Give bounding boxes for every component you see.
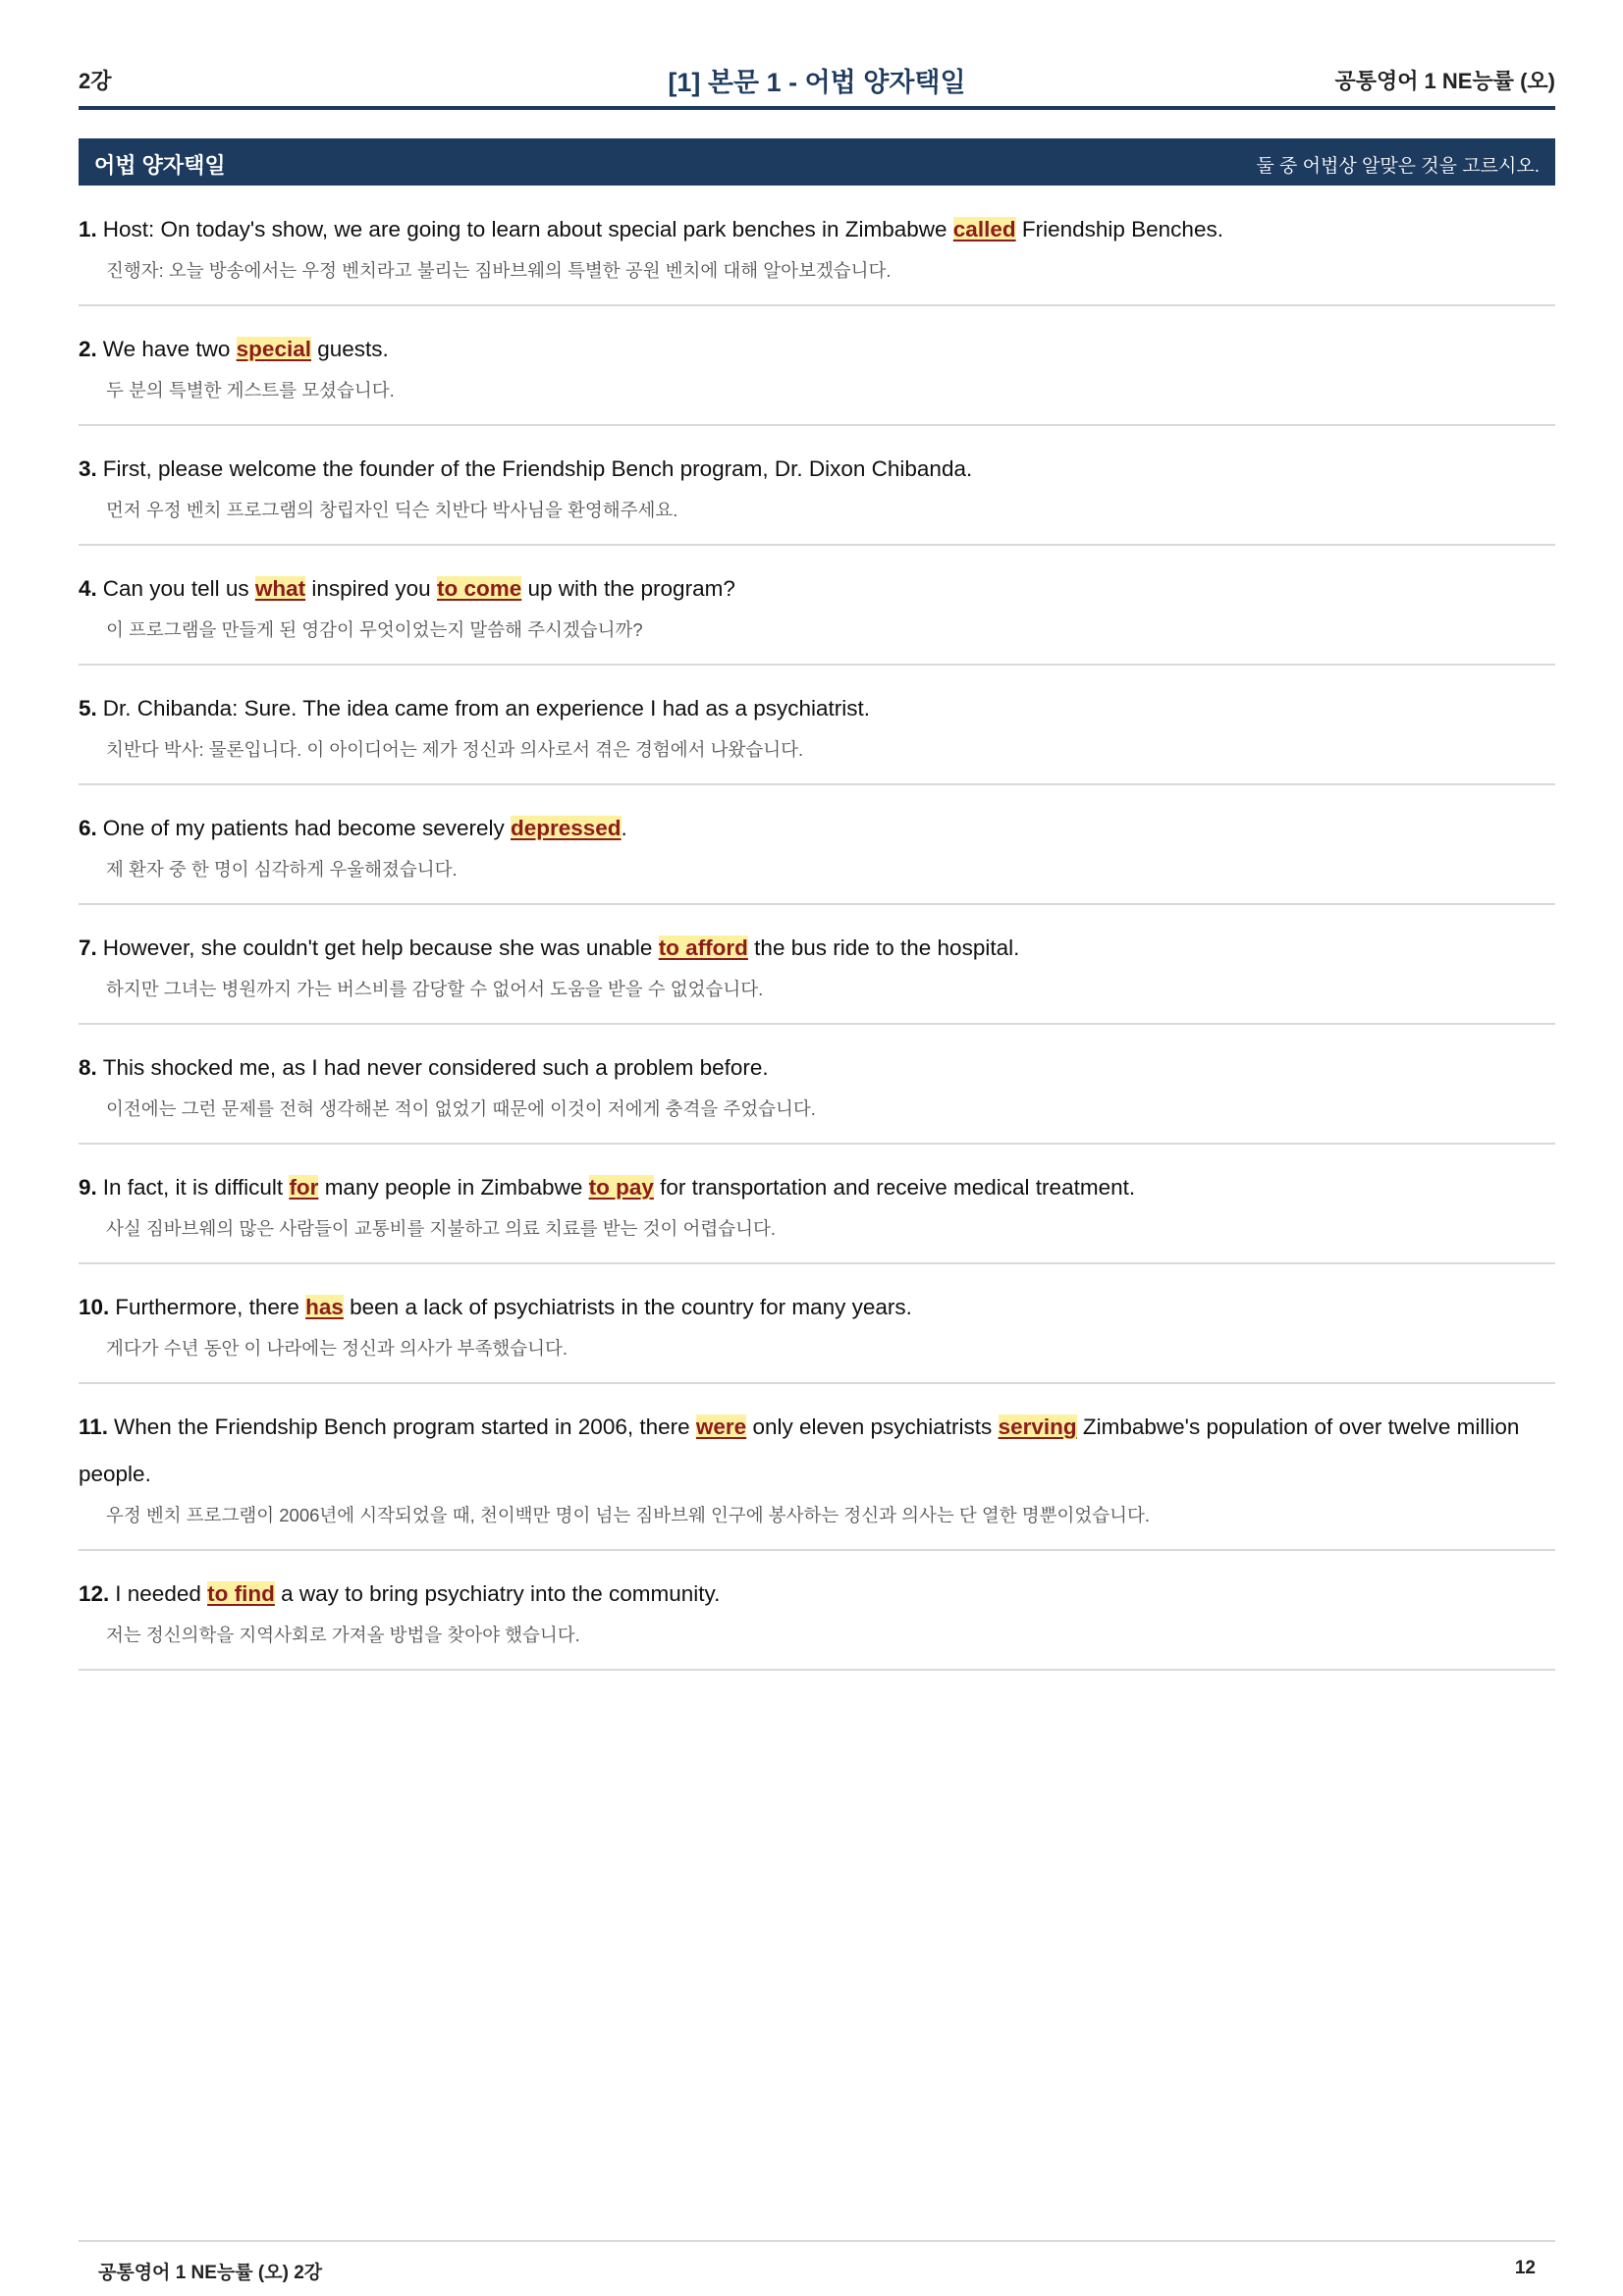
grammar-choice: called xyxy=(952,217,1016,241)
lesson-label: 2강 xyxy=(79,69,112,93)
korean-translation: 제 환자 중 한 명이 심각하게 우울해졌습니다. xyxy=(106,859,458,880)
sentence-text: many people in Zimbabwe xyxy=(318,1175,589,1200)
korean-translation: 하지만 그녀는 병원까지 가는 버스비를 감당할 수 없어서 도움을 받을 수 없었습니다. xyxy=(106,979,764,999)
question-item xyxy=(79,905,1555,1025)
grammar-choice: for xyxy=(289,1175,319,1200)
grammar-choice: to come xyxy=(436,576,522,601)
english-sentence xyxy=(79,805,1555,852)
sentence-text: Furthermore, there xyxy=(115,1295,306,1319)
question-number: 4. xyxy=(79,576,97,601)
question-number: 8. xyxy=(79,1055,97,1080)
english-sentence xyxy=(79,1164,1555,1211)
sentence-text: . xyxy=(621,816,627,840)
english-sentence xyxy=(79,1044,1555,1092)
question-item xyxy=(79,546,1555,666)
english-sentence xyxy=(79,1284,1555,1331)
page-header xyxy=(79,61,1555,110)
question-number: 2. xyxy=(79,337,97,361)
grammar-choice: to afford xyxy=(658,935,748,960)
question-item xyxy=(79,1025,1555,1145)
sentence-text: Can you tell us xyxy=(102,576,255,601)
sentence-text: Zimbabwe's population of over twelve million people. xyxy=(79,1415,1520,1486)
english-sentence xyxy=(79,326,1555,373)
question-number: 9. xyxy=(79,1175,97,1200)
korean-translation: 우정 벤치 프로그램이 2006년에 시작되었을 때, 천이백만 명이 넘는 짐바브웨 인구에 봉사하는 정신과 의사는 단 열한 명뿐이었습니다. xyxy=(106,1505,1150,1525)
question-item xyxy=(79,426,1555,546)
korean-translation: 먼저 우정 벤치 프로그램의 창립자인 딕슨 치반다 박사님을 환영해주세요. xyxy=(106,500,678,520)
korean-translation: 치반다 박사: 물론입니다. 이 아이디어는 제가 정신과 의사로서 겪은 경험에서 나왔습니다. xyxy=(106,739,804,760)
grammar-choice: to pay xyxy=(588,1175,654,1200)
question-item xyxy=(79,1384,1555,1551)
sentence-text: One of my patients had become severely xyxy=(102,816,511,840)
question-number: 11. xyxy=(79,1415,109,1439)
question-number: 10. xyxy=(79,1295,110,1319)
sentence-text: We have two xyxy=(102,337,237,361)
sentence-text: In fact, it is difficult xyxy=(102,1175,290,1200)
english-sentence xyxy=(79,565,1555,613)
korean-translation: 게다가 수년 동안 이 나라에는 정신과 의사가 부족했습니다. xyxy=(106,1338,568,1359)
question-item xyxy=(79,666,1555,785)
question-number: 3. xyxy=(79,456,97,481)
section-bar xyxy=(79,138,1555,186)
sentence-text: Host: On today's show, we are going to learn about special park benches in Zimbabwe xyxy=(102,217,953,241)
grammar-choice: depressed xyxy=(510,816,622,840)
sentence-text: I needed xyxy=(115,1581,208,1606)
page-title: [1] 본문 1 - 어법 양자택일 xyxy=(668,68,966,97)
sentence-text: been a lack of psychiatrists in the country for many years. xyxy=(343,1295,912,1319)
sentence-text: However, she couldn't get help because she was unable xyxy=(102,935,659,960)
sentence-text: for transportation and receive medical treatment. xyxy=(653,1175,1136,1200)
page xyxy=(79,0,1555,2296)
grammar-choice: what xyxy=(254,576,306,601)
section-title: 어법 양자택일 xyxy=(94,153,226,178)
sentence-text: inspired you xyxy=(305,576,437,601)
korean-translation: 두 분의 특별한 게스트를 모셨습니다. xyxy=(106,380,395,400)
footer-label: 공통영어 1 NE능률 (오) 2강 xyxy=(98,2263,323,2283)
grammar-choice: special xyxy=(236,337,311,361)
sentence-text: only eleven psychiatrists xyxy=(746,1415,999,1439)
grammar-choice: were xyxy=(695,1415,747,1439)
korean-translation: 저는 정신의학을 지역사회로 가져올 방법을 찾아야 했습니다. xyxy=(106,1625,580,1645)
english-sentence xyxy=(79,925,1555,972)
english-sentence xyxy=(79,446,1555,493)
korean-translation: 진행자: 오늘 방송에서는 우정 벤치라고 불리는 짐바브웨의 특별한 공원 벤치에 대해 알아보겠습니다. xyxy=(106,260,892,281)
korean-translation: 사실 짐바브웨의 많은 사람들이 교통비를 지불하고 의료 치료를 받는 것이 어렵습니다. xyxy=(106,1218,777,1239)
question-number: 6. xyxy=(79,816,97,840)
korean-translation: 이전에는 그런 문제를 전혀 생각해본 적이 없었기 때문에 이것이 저에게 충격을 주었습니다. xyxy=(106,1098,816,1119)
sentence-text: the bus ride to the hospital. xyxy=(747,935,1020,960)
sentence-text: guests. xyxy=(310,337,389,361)
korean-translation: 이 프로그램을 만들게 된 영감이 무엇이었는지 말씀해 주시겠습니까? xyxy=(106,619,643,640)
page-number: 12 xyxy=(1514,2258,1536,2278)
section-instruction: 둘 중 어법상 알맞은 것을 고르시오. xyxy=(1256,156,1540,177)
question-number: 7. xyxy=(79,935,97,960)
sentence-text: a way to bring psychiatry into the community. xyxy=(274,1581,721,1606)
question-number: 5. xyxy=(79,696,97,721)
sentence-text: up with the program? xyxy=(521,576,735,601)
question-list xyxy=(79,187,1555,1671)
english-sentence xyxy=(79,685,1555,732)
sentence-text: This shocked me, as I had never considered such a problem before. xyxy=(102,1055,769,1080)
question-item xyxy=(79,1551,1555,1671)
grammar-choice: has xyxy=(305,1295,344,1319)
sentence-text: Dr. Chibanda: Sure. The idea came from an experience I had as a psychiatrist. xyxy=(102,696,871,721)
sentence-text: First, please welcome the founder of the Friendship Bench program, Dr. Dixon Chibanda. xyxy=(102,456,973,481)
question-item xyxy=(79,187,1555,306)
sentence-text: Friendship Benches. xyxy=(1015,217,1223,241)
question-item xyxy=(79,1264,1555,1384)
grammar-choice: to find xyxy=(207,1581,275,1606)
english-sentence xyxy=(79,1404,1555,1498)
question-item xyxy=(79,1145,1555,1264)
textbook-label: 공통영어 1 NE능률 (오) xyxy=(1334,69,1555,93)
question-number: 1. xyxy=(79,217,97,241)
sentence-text: When the Friendship Bench program started in 2006, there xyxy=(114,1415,696,1439)
page-footer xyxy=(79,2240,1555,2281)
question-item xyxy=(79,306,1555,426)
english-sentence xyxy=(79,206,1555,253)
question-number: 12. xyxy=(79,1581,110,1606)
english-sentence xyxy=(79,1571,1555,1618)
grammar-choice: serving xyxy=(998,1415,1077,1439)
question-item xyxy=(79,785,1555,905)
